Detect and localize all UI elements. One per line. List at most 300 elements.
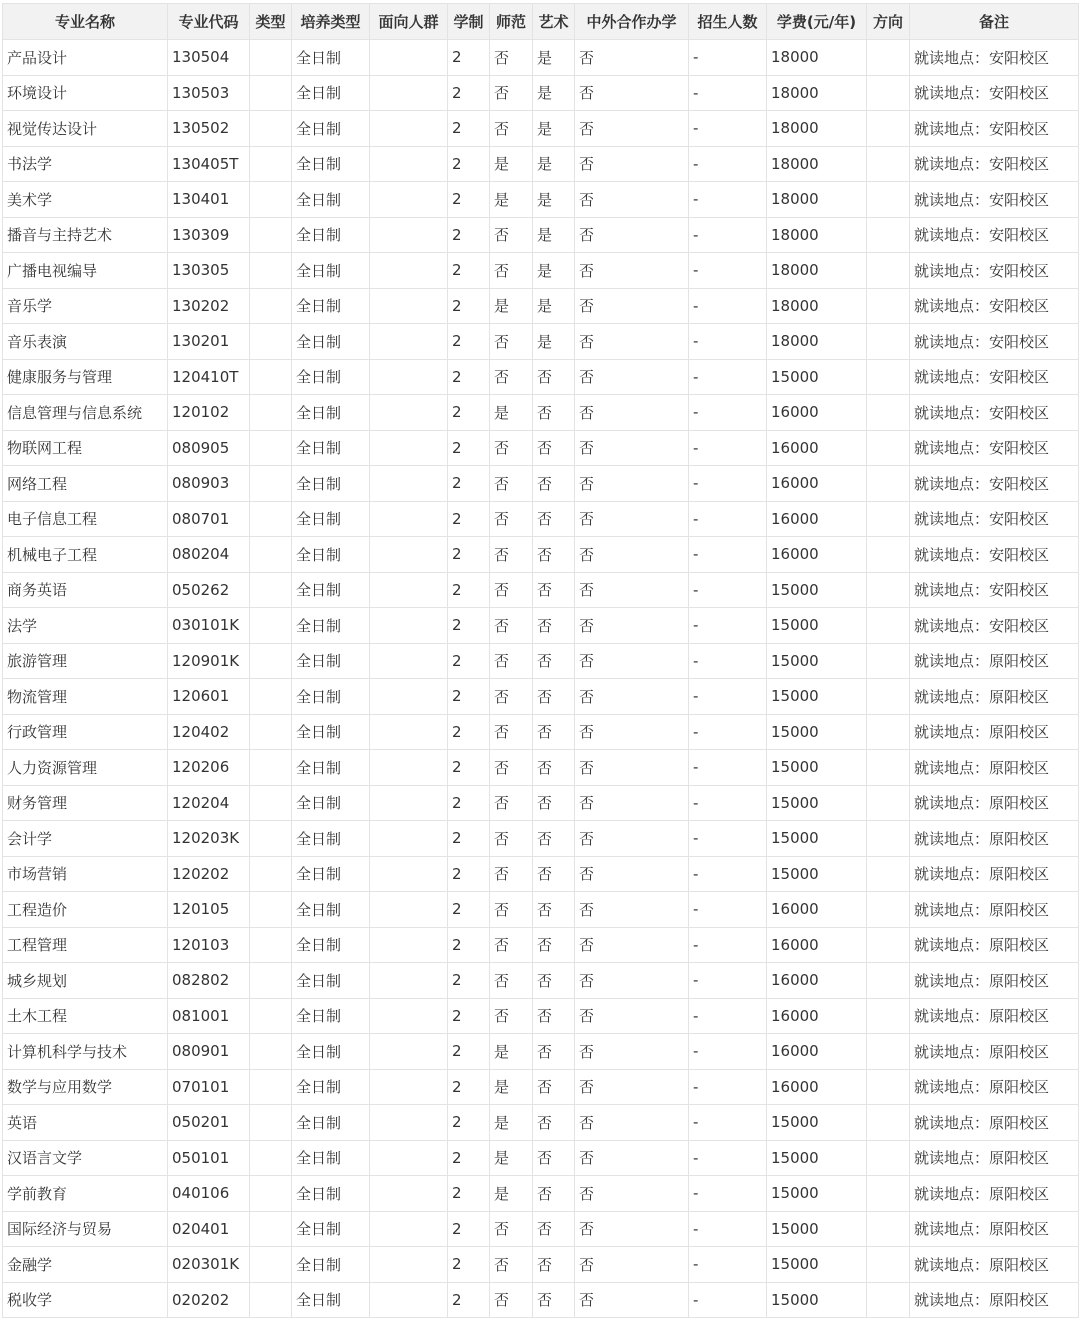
cell-normal: 否	[490, 253, 533, 289]
cell-study-mode: 全日制	[292, 1247, 370, 1283]
cell-sino-foreign: 否	[575, 608, 689, 644]
cell-remarks: 就读地点：原阳校区	[910, 1247, 1079, 1283]
cell-sino-foreign: 否	[575, 324, 689, 360]
cell-major-name: 会计学	[3, 821, 168, 857]
cell-sino-foreign: 否	[575, 146, 689, 182]
cell-study-mode: 全日制	[292, 643, 370, 679]
cell-remarks: 就读地点：安阳校区	[910, 572, 1079, 608]
cell-sino-foreign: 否	[575, 75, 689, 111]
cell-type	[250, 1105, 292, 1141]
table-row	[3, 1034, 1079, 1070]
cell-remarks: 就读地点：安阳校区	[910, 395, 1079, 431]
table-row	[3, 324, 1079, 360]
cell-sino-foreign: 否	[575, 466, 689, 502]
cell-major-code: 080905	[168, 430, 250, 466]
cell-enrollment: -	[689, 750, 767, 786]
cell-major-code: 070101	[168, 1069, 250, 1105]
cell-enrollment: -	[689, 1247, 767, 1283]
cell-target-group	[370, 1069, 448, 1105]
cell-normal: 否	[490, 1211, 533, 1247]
cell-remarks: 就读地点：原阳校区	[910, 963, 1079, 999]
cell-duration: 2	[448, 785, 490, 821]
cell-normal: 否	[490, 892, 533, 928]
cell-direction	[867, 1069, 910, 1105]
cell-normal: 否	[490, 998, 533, 1034]
cell-direction	[867, 714, 910, 750]
cell-normal: 否	[490, 750, 533, 786]
column-header-enrollment: 招生人数	[689, 4, 767, 40]
cell-tuition: 15000	[767, 1211, 867, 1247]
cell-direction	[867, 40, 910, 76]
cell-sino-foreign: 否	[575, 537, 689, 573]
table-row	[3, 572, 1079, 608]
cell-type	[250, 146, 292, 182]
cell-art: 是	[533, 217, 575, 253]
cell-study-mode: 全日制	[292, 395, 370, 431]
table-row	[3, 643, 1079, 679]
cell-tuition: 15000	[767, 750, 867, 786]
cell-major-name: 计算机科学与技术	[3, 1034, 168, 1070]
cell-type	[250, 1176, 292, 1212]
cell-duration: 2	[448, 821, 490, 857]
cell-direction	[867, 288, 910, 324]
cell-target-group	[370, 253, 448, 289]
cell-duration: 2	[448, 963, 490, 999]
table-row	[3, 217, 1079, 253]
cell-art: 否	[533, 1176, 575, 1212]
cell-remarks: 就读地点：原阳校区	[910, 1140, 1079, 1176]
cell-study-mode: 全日制	[292, 324, 370, 360]
table-row	[3, 608, 1079, 644]
cell-duration: 2	[448, 217, 490, 253]
cell-art: 否	[533, 359, 575, 395]
table-row	[3, 359, 1079, 395]
cell-major-name: 数学与应用数学	[3, 1069, 168, 1105]
column-header-remarks: 备注	[910, 4, 1079, 40]
cell-enrollment: -	[689, 111, 767, 147]
cell-target-group	[370, 40, 448, 76]
cell-remarks: 就读地点：原阳校区	[910, 750, 1079, 786]
cell-major-code: 120204	[168, 785, 250, 821]
cell-major-name: 机械电子工程	[3, 537, 168, 573]
cell-enrollment: -	[689, 1176, 767, 1212]
column-header-tuition: 学费(元/年)	[767, 4, 867, 40]
cell-sino-foreign: 否	[575, 1105, 689, 1141]
cell-normal: 是	[490, 395, 533, 431]
cell-direction	[867, 501, 910, 537]
cell-target-group	[370, 856, 448, 892]
cell-major-code: 130309	[168, 217, 250, 253]
cell-major-name: 播音与主持艺术	[3, 217, 168, 253]
column-header-normal: 师范	[490, 4, 533, 40]
cell-major-name: 视觉传达设计	[3, 111, 168, 147]
table-row	[3, 856, 1079, 892]
cell-study-mode: 全日制	[292, 1140, 370, 1176]
cell-sino-foreign: 否	[575, 40, 689, 76]
cell-duration: 2	[448, 1069, 490, 1105]
cell-remarks: 就读地点：原阳校区	[910, 1069, 1079, 1105]
cell-direction	[867, 253, 910, 289]
cell-major-name: 法学	[3, 608, 168, 644]
cell-duration: 2	[448, 75, 490, 111]
cell-study-mode: 全日制	[292, 750, 370, 786]
cell-remarks: 就读地点：安阳校区	[910, 288, 1079, 324]
cell-study-mode: 全日制	[292, 430, 370, 466]
cell-normal: 是	[490, 1034, 533, 1070]
table-body	[3, 40, 1079, 1318]
cell-target-group	[370, 182, 448, 218]
cell-tuition: 16000	[767, 892, 867, 928]
cell-target-group	[370, 430, 448, 466]
cell-remarks: 就读地点：安阳校区	[910, 217, 1079, 253]
cell-tuition: 16000	[767, 927, 867, 963]
cell-study-mode: 全日制	[292, 359, 370, 395]
table-row	[3, 466, 1079, 502]
cell-type	[250, 679, 292, 715]
cell-target-group	[370, 1211, 448, 1247]
cell-major-code: 020301K	[168, 1247, 250, 1283]
table-row	[3, 1247, 1079, 1283]
table-row	[3, 750, 1079, 786]
cell-enrollment: -	[689, 1282, 767, 1318]
cell-target-group	[370, 821, 448, 857]
cell-sino-foreign: 否	[575, 714, 689, 750]
cell-normal: 否	[490, 111, 533, 147]
cell-sino-foreign: 否	[575, 679, 689, 715]
cell-type	[250, 927, 292, 963]
cell-study-mode: 全日制	[292, 856, 370, 892]
cell-major-code: 130405T	[168, 146, 250, 182]
cell-enrollment: -	[689, 927, 767, 963]
cell-sino-foreign: 否	[575, 288, 689, 324]
cell-normal: 否	[490, 466, 533, 502]
cell-art: 否	[533, 1034, 575, 1070]
table-row	[3, 927, 1079, 963]
cell-remarks: 就读地点：原阳校区	[910, 927, 1079, 963]
cell-tuition: 16000	[767, 501, 867, 537]
cell-art: 否	[533, 927, 575, 963]
cell-study-mode: 全日制	[292, 927, 370, 963]
cell-art: 否	[533, 821, 575, 857]
cell-tuition: 15000	[767, 1140, 867, 1176]
cell-art: 否	[533, 785, 575, 821]
cell-type	[250, 892, 292, 928]
cell-type	[250, 643, 292, 679]
cell-normal: 否	[490, 1282, 533, 1318]
cell-direction	[867, 466, 910, 502]
cell-art: 是	[533, 75, 575, 111]
cell-study-mode: 全日制	[292, 821, 370, 857]
cell-type	[250, 1069, 292, 1105]
cell-art: 否	[533, 714, 575, 750]
cell-duration: 2	[448, 892, 490, 928]
cell-duration: 2	[448, 324, 490, 360]
cell-enrollment: -	[689, 963, 767, 999]
cell-type	[250, 572, 292, 608]
cell-art: 否	[533, 395, 575, 431]
cell-duration: 2	[448, 1140, 490, 1176]
cell-normal: 否	[490, 821, 533, 857]
cell-tuition: 18000	[767, 253, 867, 289]
cell-duration: 2	[448, 1211, 490, 1247]
cell-direction	[867, 572, 910, 608]
cell-major-code: 020202	[168, 1282, 250, 1318]
cell-remarks: 就读地点：原阳校区	[910, 821, 1079, 857]
cell-normal: 否	[490, 785, 533, 821]
cell-duration: 2	[448, 111, 490, 147]
major-table	[2, 3, 1079, 1318]
cell-sino-foreign: 否	[575, 643, 689, 679]
table-row	[3, 892, 1079, 928]
cell-tuition: 15000	[767, 1247, 867, 1283]
cell-enrollment: -	[689, 856, 767, 892]
cell-duration: 2	[448, 1034, 490, 1070]
cell-major-name: 税收学	[3, 1282, 168, 1318]
table-row	[3, 1140, 1079, 1176]
cell-target-group	[370, 466, 448, 502]
cell-direction	[867, 821, 910, 857]
cell-remarks: 就读地点：原阳校区	[910, 892, 1079, 928]
cell-study-mode: 全日制	[292, 1176, 370, 1212]
cell-tuition: 15000	[767, 1282, 867, 1318]
cell-enrollment: -	[689, 75, 767, 111]
cell-sino-foreign: 否	[575, 430, 689, 466]
cell-study-mode: 全日制	[292, 217, 370, 253]
cell-tuition: 15000	[767, 714, 867, 750]
column-header-target-group: 面向人群	[370, 4, 448, 40]
cell-remarks: 就读地点：原阳校区	[910, 1282, 1079, 1318]
cell-study-mode: 全日制	[292, 714, 370, 750]
cell-major-name: 财务管理	[3, 785, 168, 821]
cell-enrollment: -	[689, 608, 767, 644]
cell-major-code: 050201	[168, 1105, 250, 1141]
cell-tuition: 18000	[767, 111, 867, 147]
cell-sino-foreign: 否	[575, 892, 689, 928]
cell-study-mode: 全日制	[292, 998, 370, 1034]
cell-enrollment: -	[689, 466, 767, 502]
cell-tuition: 18000	[767, 40, 867, 76]
cell-duration: 2	[448, 359, 490, 395]
cell-duration: 2	[448, 608, 490, 644]
cell-direction	[867, 1034, 910, 1070]
cell-type	[250, 1211, 292, 1247]
cell-type	[250, 785, 292, 821]
cell-enrollment: -	[689, 324, 767, 360]
cell-target-group	[370, 998, 448, 1034]
cell-duration: 2	[448, 750, 490, 786]
cell-art: 否	[533, 892, 575, 928]
cell-enrollment: -	[689, 1105, 767, 1141]
cell-direction	[867, 643, 910, 679]
cell-direction	[867, 537, 910, 573]
cell-enrollment: -	[689, 1034, 767, 1070]
cell-normal: 否	[490, 537, 533, 573]
cell-remarks: 就读地点：原阳校区	[910, 1034, 1079, 1070]
table-row	[3, 288, 1079, 324]
cell-art: 否	[533, 1105, 575, 1141]
cell-direction	[867, 608, 910, 644]
cell-study-mode: 全日制	[292, 182, 370, 218]
cell-art: 是	[533, 324, 575, 360]
cell-sino-foreign: 否	[575, 1282, 689, 1318]
cell-duration: 2	[448, 182, 490, 218]
cell-major-name: 学前教育	[3, 1176, 168, 1212]
cell-tuition: 16000	[767, 430, 867, 466]
cell-type	[250, 395, 292, 431]
cell-major-name: 工程管理	[3, 927, 168, 963]
cell-art: 否	[533, 608, 575, 644]
cell-remarks: 就读地点：安阳校区	[910, 324, 1079, 360]
cell-remarks: 就读地点：原阳校区	[910, 1211, 1079, 1247]
cell-type	[250, 430, 292, 466]
cell-art: 否	[533, 750, 575, 786]
cell-art: 否	[533, 466, 575, 502]
cell-major-code: 020401	[168, 1211, 250, 1247]
cell-direction	[867, 395, 910, 431]
cell-duration: 2	[448, 679, 490, 715]
cell-sino-foreign: 否	[575, 359, 689, 395]
cell-type	[250, 75, 292, 111]
table-row	[3, 111, 1079, 147]
cell-duration: 2	[448, 714, 490, 750]
cell-tuition: 18000	[767, 288, 867, 324]
cell-direction	[867, 927, 910, 963]
cell-remarks: 就读地点：安阳校区	[910, 40, 1079, 76]
cell-tuition: 16000	[767, 466, 867, 502]
cell-study-mode: 全日制	[292, 1034, 370, 1070]
cell-remarks: 就读地点：安阳校区	[910, 501, 1079, 537]
cell-type	[250, 466, 292, 502]
cell-target-group	[370, 146, 448, 182]
cell-target-group	[370, 643, 448, 679]
cell-normal: 是	[490, 146, 533, 182]
cell-direction	[867, 111, 910, 147]
cell-enrollment: -	[689, 537, 767, 573]
cell-duration: 2	[448, 1247, 490, 1283]
cell-type	[250, 288, 292, 324]
cell-major-code: 130502	[168, 111, 250, 147]
cell-enrollment: -	[689, 1211, 767, 1247]
cell-direction	[867, 324, 910, 360]
cell-duration: 2	[448, 40, 490, 76]
cell-type	[250, 608, 292, 644]
cell-direction	[867, 1140, 910, 1176]
cell-tuition: 15000	[767, 785, 867, 821]
cell-remarks: 就读地点：安阳校区	[910, 182, 1079, 218]
cell-normal: 是	[490, 182, 533, 218]
table-row	[3, 679, 1079, 715]
cell-target-group	[370, 75, 448, 111]
cell-enrollment: -	[689, 359, 767, 395]
cell-normal: 否	[490, 856, 533, 892]
table-row	[3, 714, 1079, 750]
cell-enrollment: -	[689, 395, 767, 431]
cell-major-code: 120402	[168, 714, 250, 750]
cell-duration: 2	[448, 572, 490, 608]
cell-sino-foreign: 否	[575, 217, 689, 253]
cell-type	[250, 324, 292, 360]
cell-duration: 2	[448, 395, 490, 431]
cell-direction	[867, 679, 910, 715]
cell-study-mode: 全日制	[292, 537, 370, 573]
cell-normal: 否	[490, 324, 533, 360]
column-header-art: 艺术	[533, 4, 575, 40]
cell-tuition: 15000	[767, 643, 867, 679]
cell-tuition: 18000	[767, 182, 867, 218]
table-row	[3, 146, 1079, 182]
cell-major-name: 物流管理	[3, 679, 168, 715]
cell-enrollment: -	[689, 714, 767, 750]
cell-normal: 是	[490, 1140, 533, 1176]
cell-sino-foreign: 否	[575, 182, 689, 218]
cell-sino-foreign: 否	[575, 253, 689, 289]
cell-major-code: 120103	[168, 927, 250, 963]
cell-study-mode: 全日制	[292, 608, 370, 644]
cell-type	[250, 359, 292, 395]
cell-study-mode: 全日制	[292, 1069, 370, 1105]
table-header-row	[3, 4, 1079, 40]
cell-sino-foreign: 否	[575, 1034, 689, 1070]
cell-art: 是	[533, 111, 575, 147]
cell-target-group	[370, 288, 448, 324]
cell-type	[250, 217, 292, 253]
cell-major-code: 130401	[168, 182, 250, 218]
cell-enrollment: -	[689, 1069, 767, 1105]
cell-study-mode: 全日制	[292, 501, 370, 537]
cell-major-name: 市场营销	[3, 856, 168, 892]
cell-tuition: 16000	[767, 395, 867, 431]
cell-normal: 否	[490, 501, 533, 537]
table-row	[3, 1211, 1079, 1247]
cell-art: 否	[533, 537, 575, 573]
cell-target-group	[370, 111, 448, 147]
table-row	[3, 998, 1079, 1034]
table-row	[3, 501, 1079, 537]
cell-target-group	[370, 324, 448, 360]
cell-tuition: 15000	[767, 572, 867, 608]
cell-normal: 否	[490, 963, 533, 999]
cell-study-mode: 全日制	[292, 572, 370, 608]
cell-normal: 是	[490, 288, 533, 324]
cell-target-group	[370, 750, 448, 786]
cell-duration: 2	[448, 288, 490, 324]
cell-direction	[867, 1176, 910, 1212]
cell-duration: 2	[448, 466, 490, 502]
cell-direction	[867, 146, 910, 182]
cell-duration: 2	[448, 927, 490, 963]
table-row	[3, 1069, 1079, 1105]
cell-target-group	[370, 1282, 448, 1318]
cell-tuition: 18000	[767, 217, 867, 253]
cell-major-name: 音乐学	[3, 288, 168, 324]
cell-art: 否	[533, 1211, 575, 1247]
cell-art: 否	[533, 643, 575, 679]
cell-art: 否	[533, 501, 575, 537]
cell-normal: 否	[490, 714, 533, 750]
cell-type	[250, 963, 292, 999]
cell-major-name: 汉语言文学	[3, 1140, 168, 1176]
cell-sino-foreign: 否	[575, 963, 689, 999]
cell-remarks: 就读地点：原阳校区	[910, 998, 1079, 1034]
cell-art: 否	[533, 572, 575, 608]
cell-major-code: 120105	[168, 892, 250, 928]
cell-enrollment: -	[689, 40, 767, 76]
cell-type	[250, 714, 292, 750]
cell-major-name: 广播电视编导	[3, 253, 168, 289]
cell-normal: 否	[490, 1247, 533, 1283]
cell-type	[250, 998, 292, 1034]
cell-sino-foreign: 否	[575, 927, 689, 963]
